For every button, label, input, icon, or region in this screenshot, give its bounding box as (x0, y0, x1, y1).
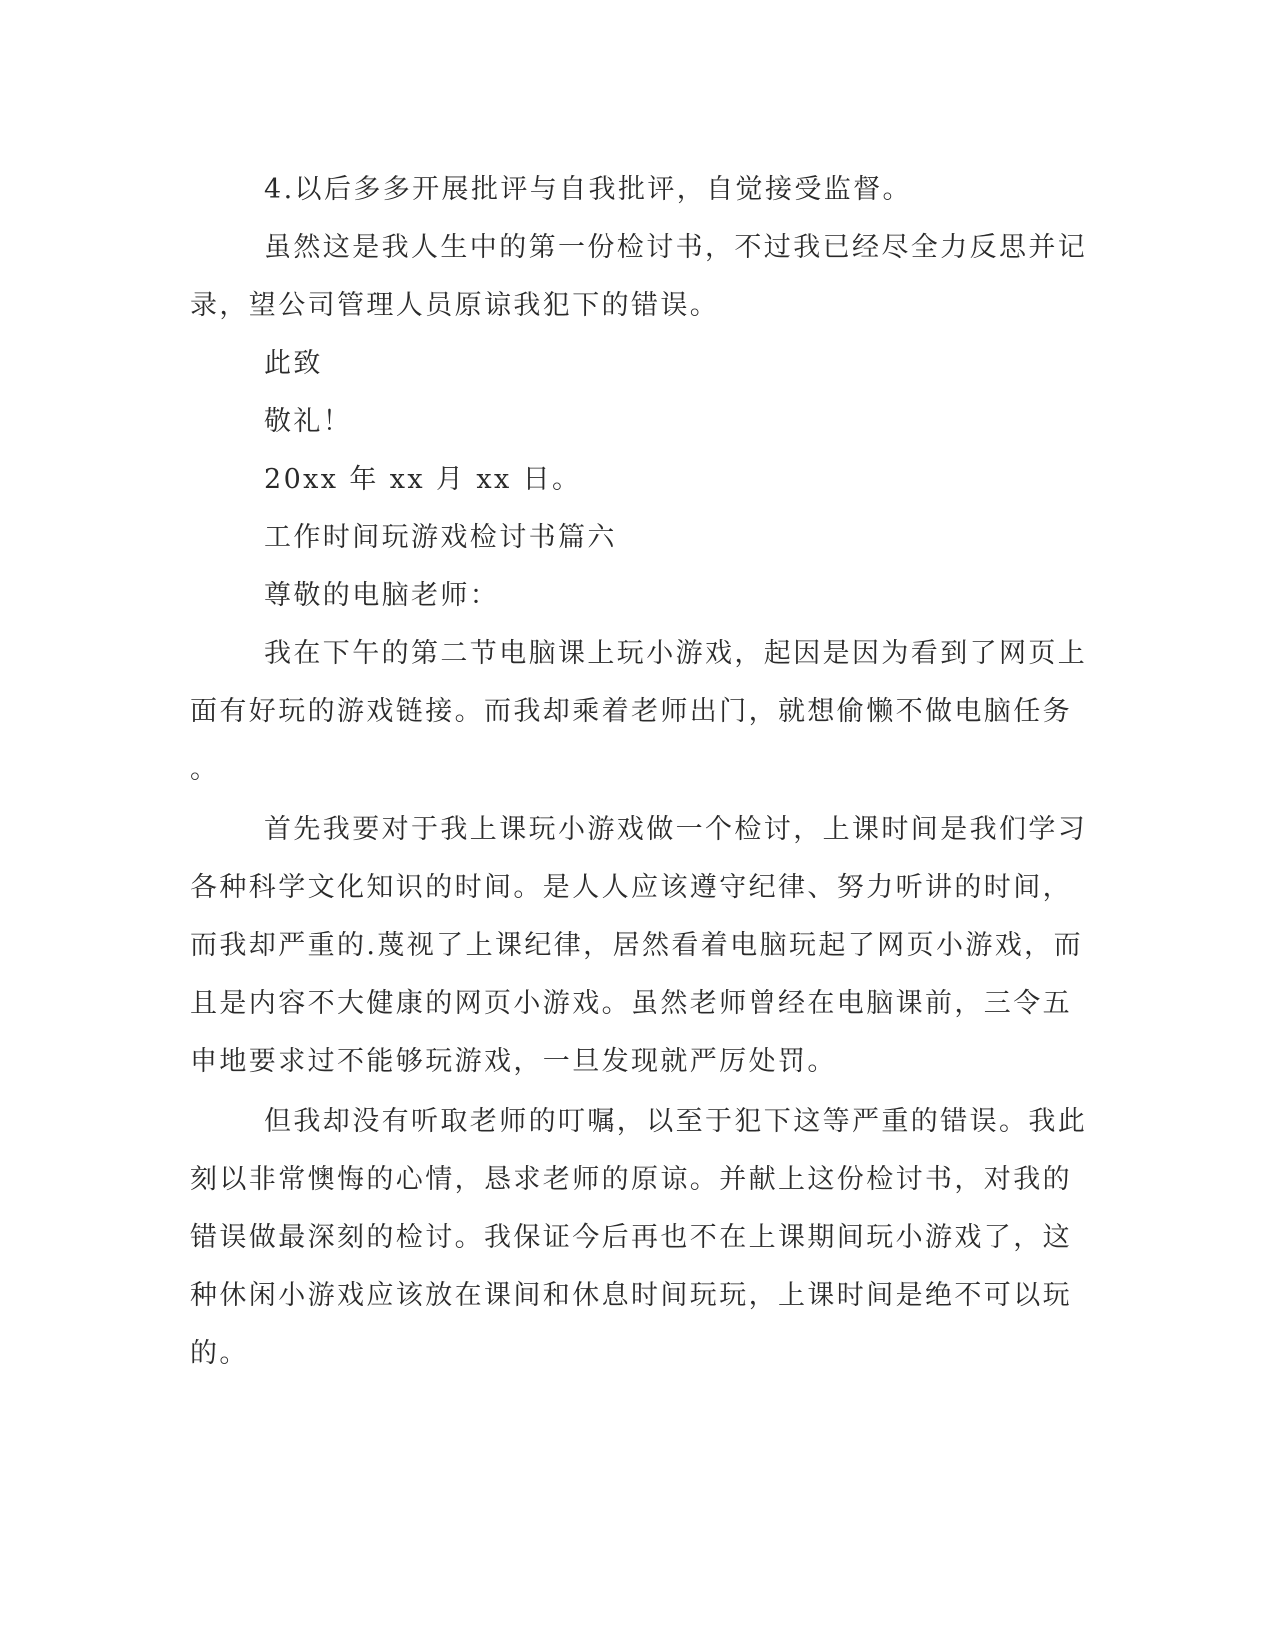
date-line: 20xx 年 xx 月 xx 日。 (264, 464, 582, 495)
paragraph-line: 申地要求过不能够玩游戏，一旦发现就严厉处罚。 (190, 1046, 837, 1077)
list-item-4: 4.以后多多开展批评与自我批评，自觉接受监督。 (264, 174, 912, 205)
paragraph-line: 首先我要对于我上课玩小游戏做一个检讨，上课时间是我们学习 (264, 814, 1088, 845)
paragraph-line: 但我却没有听取老师的叮嘱，以至于犯下这等严重的错误。我此 (264, 1106, 1088, 1137)
paragraph-line: 刻以非常懊悔的心情，恳求老师的原谅。并献上这份检讨书，对我的 (190, 1164, 1072, 1195)
closing-salutation: 此致 (264, 348, 323, 379)
paragraph-line: 各种科学文化知识的时间。是人人应该遵守纪律、努力听讲的时间， (190, 872, 1072, 903)
paragraph-line: 而我却严重的.蔑视了上课纪律，居然看着电脑玩起了网页小游戏，而 (190, 930, 1083, 961)
paragraph-line: 虽然这是我人生中的第一份检讨书，不过我已经尽全力反思并记 (264, 232, 1088, 263)
section-title: 工作时间玩游戏检讨书篇六 (264, 522, 617, 553)
paragraph-line: 。 (190, 754, 220, 785)
paragraph-line: 面有好玩的游戏链接。而我却乘着老师出门，就想偷懒不做电脑任务 (190, 696, 1072, 727)
paragraph-line: 的。 (190, 1338, 249, 1369)
paragraph-line: 且是内容不大健康的网页小游戏。虽然老师曾经在电脑课前，三令五 (190, 988, 1072, 1019)
paragraph-line: 错误做最深刻的检讨。我保证今后再也不在上课期间玩小游戏了，这 (190, 1222, 1072, 1253)
closing-salutation: 敬礼！ (264, 406, 353, 437)
paragraph-line: 录，望公司管理人员原谅我犯下的错误。 (190, 290, 720, 321)
paragraph-line: 种休闲小游戏应该放在课间和休息时间玩玩，上课时间是绝不可以玩 (190, 1280, 1072, 1311)
greeting-line: 尊敬的电脑老师： (264, 580, 500, 611)
paragraph-line: 我在下午的第二节电脑课上玩小游戏，起因是因为看到了网页上 (264, 638, 1088, 669)
